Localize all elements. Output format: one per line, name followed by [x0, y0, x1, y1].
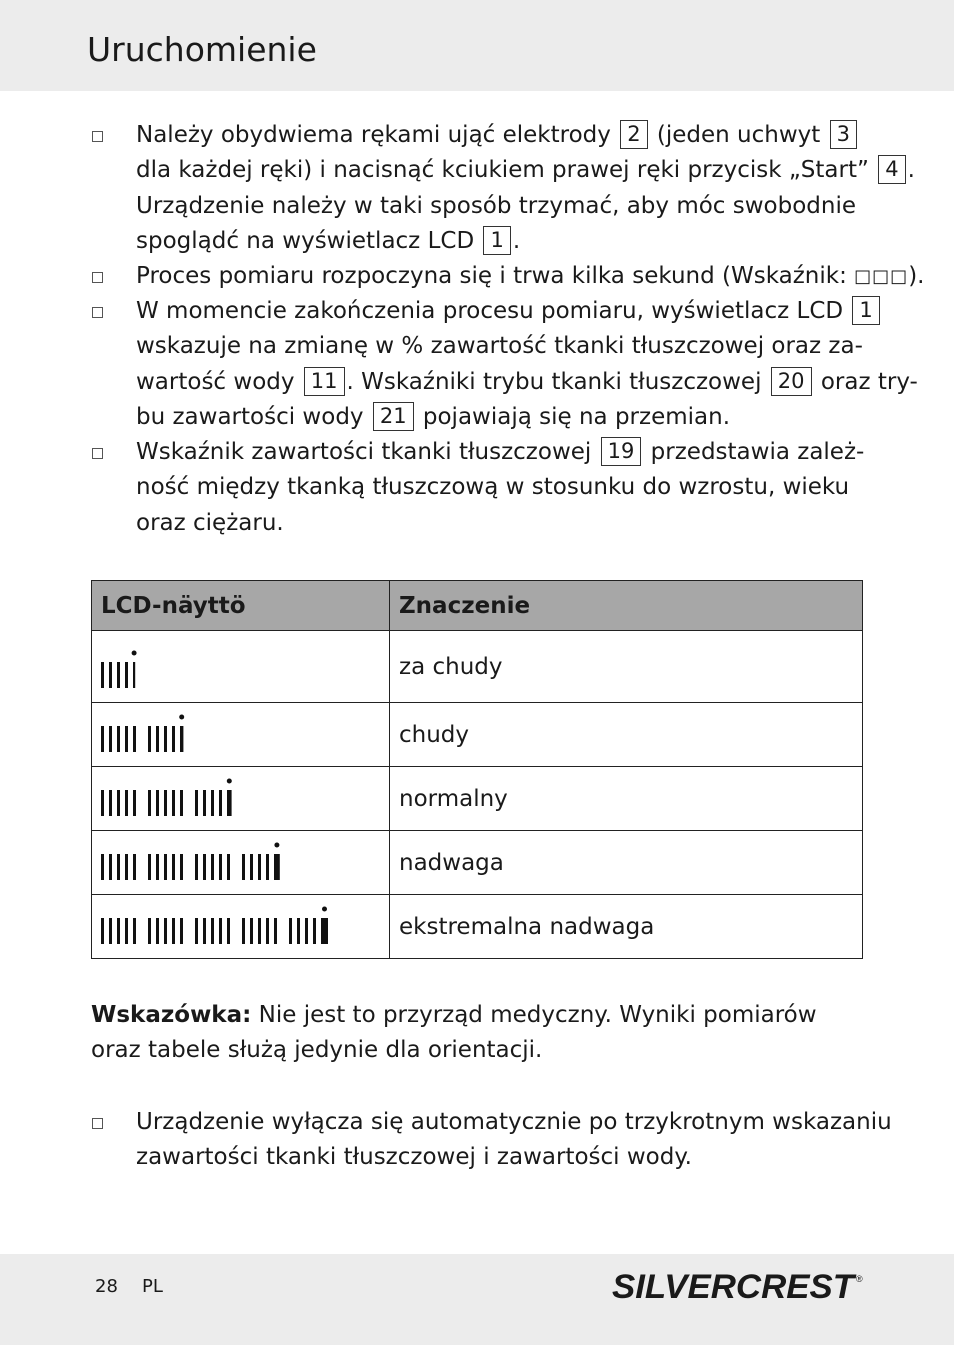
checkbox-square-icon: [92, 272, 103, 283]
lcd-bar-segment: [117, 662, 120, 688]
reference-number-box: 20: [771, 367, 812, 396]
list-item-text: [136, 294, 918, 435]
page-header: [0, 0, 954, 91]
reference-number-box: 19: [601, 437, 642, 466]
lcd-bar-segment: [203, 918, 206, 944]
table-row: [92, 631, 863, 703]
reference-number-box: 21: [373, 402, 414, 431]
text-line: Wskaźnik zawartości tkanki tłuszczowej 19 przedstawia zależ-: [136, 439, 865, 465]
lcd-bar-segment: [164, 918, 167, 944]
table-header-meaning: Znaczenie: [390, 581, 863, 631]
text-line: Należy obydwiema rękami ująć elektrody 2 (jeden uchwyt 3: [136, 118, 876, 153]
text-line: wskazuje na zmianę w % zawartość tkanki tłuszczowej oraz za-: [136, 333, 863, 360]
text-line: dla każdej ręki) i nacisnąć kciukiem prawej ręki przycisk „Start” 4 .: [136, 157, 915, 184]
lcd-bar-segment: [133, 726, 136, 752]
list-item-text: [136, 435, 876, 541]
reference-number-box: 11: [304, 367, 345, 396]
hint-note: [91, 998, 871, 1069]
lcd-bar-segment: [156, 790, 159, 816]
lcd-bar-segment: [156, 726, 159, 752]
meaning-cell: ekstremalna nadwaga: [390, 895, 863, 959]
lcd-body-fat-indicator-icon: [101, 648, 371, 688]
lcd-bar-segment: [164, 854, 167, 880]
lcd-bar-segment: [289, 918, 292, 944]
lcd-bar-segment: [133, 854, 136, 880]
lcd-bar-segment: [133, 918, 136, 944]
lcd-bar-segment: [250, 854, 253, 880]
lcd-bar-segment: [148, 726, 151, 752]
lcd-bar-segment: [148, 918, 151, 944]
lcd-marker-dot: [322, 907, 327, 912]
lcd-marker-bar: [321, 918, 328, 944]
lcd-marker-dot: [227, 779, 232, 784]
table-row: [92, 831, 863, 895]
text-line: Urządzenie należy w taki sposób trzymać, aby móc swobodnie: [136, 192, 857, 219]
text-line: wartość wody 11 . Wskaźniki trybu tkanki tłuszczowej 20 oraz try-: [136, 368, 918, 395]
lcd-bar-segment: [242, 918, 245, 944]
lcd-bar-segment: [101, 662, 104, 688]
lcd-bar-segment: [117, 790, 120, 816]
lcd-bar-indicator-icon: □□□: [854, 266, 909, 287]
table-header-row: [92, 581, 863, 631]
lcd-bar-segment: [242, 854, 245, 880]
page-number: 28: [95, 1276, 118, 1297]
text-line: oraz ciężaru.: [136, 509, 284, 536]
lcd-bar-segment: [305, 918, 308, 944]
lcd-indicator-cell: [92, 703, 390, 767]
checkbox-square-icon: [92, 1118, 103, 1129]
lcd-bar-segment: [211, 918, 214, 944]
hint-text-line2: oraz tabele służą jedynie dla orientacji.: [91, 1037, 543, 1064]
lcd-bar-segment: [219, 790, 222, 816]
lcd-bar-segment: [117, 854, 120, 880]
lcd-marker-dot: [274, 843, 279, 848]
hint-label: Wskazówka:: [91, 1002, 252, 1028]
lcd-bar-segment: [109, 918, 112, 944]
lcd-bar-segment: [227, 854, 230, 880]
lcd-bar-segment: [219, 918, 222, 944]
lcd-bar-segment: [156, 918, 159, 944]
lcd-bar-segment: [297, 918, 300, 944]
lcd-bar-segment: [125, 790, 128, 816]
text-line: Proces pomiaru rozpoczyna się i trwa kilka sekund (Wskaźnik: □□□).: [136, 263, 925, 289]
lcd-bar-segment: [250, 918, 253, 944]
lcd-indicator-cell: [92, 631, 390, 703]
lcd-bar-segment: [195, 854, 198, 880]
meaning-cell: za chudy: [390, 631, 863, 703]
meaning-cell: normalny: [390, 767, 863, 831]
lcd-bar-segment: [101, 918, 104, 944]
meaning-cell: nadwaga: [390, 831, 863, 895]
lcd-bar-segment: [180, 918, 183, 944]
lcd-bar-segment: [133, 790, 136, 816]
lcd-bar-segment: [156, 854, 159, 880]
lcd-body-fat-indicator-icon: [101, 904, 371, 944]
hint-text-line1: Nie jest to przyrząd medyczny. Wyniki pomiarów: [251, 1002, 817, 1028]
lcd-marker-bar: [274, 854, 280, 880]
text-line: zawartości tkanki tłuszczowej i zawartości wody.: [136, 1144, 692, 1171]
lcd-bar-segment: [164, 790, 167, 816]
lcd-bar-segment: [211, 790, 214, 816]
lcd-bar-segment: [109, 854, 112, 880]
lcd-bar-segment: [211, 854, 214, 880]
reference-number-box: 4: [878, 155, 905, 184]
checkbox-square-icon: [92, 131, 103, 142]
lcd-bar-segment: [148, 854, 151, 880]
lcd-bar-segment: [172, 854, 175, 880]
reference-number-box: 1: [483, 226, 510, 255]
lcd-meaning-table: [91, 580, 863, 959]
checkbox-square-icon: [92, 448, 103, 459]
list-item-text: [136, 259, 925, 294]
lcd-body-fat-indicator-icon: [101, 776, 371, 816]
lcd-indicator-cell: [92, 831, 390, 895]
table-row: [92, 767, 863, 831]
table-row: [92, 895, 863, 959]
lcd-bar-segment: [125, 918, 128, 944]
reference-number-box: 2: [620, 120, 647, 149]
lcd-bar-segment: [109, 662, 112, 688]
lcd-bar-segment: [164, 726, 167, 752]
list-item-text: [136, 1105, 892, 1176]
text-line: W momencie zakończenia procesu pomiaru, wyświetlacz LCD 1: [136, 294, 876, 329]
lcd-body-fat-indicator-icon: [101, 712, 371, 752]
lcd-bar-segment: [195, 790, 198, 816]
lcd-bar-segment: [109, 790, 112, 816]
list-item-text: [136, 118, 915, 259]
lcd-bar-segment: [203, 854, 206, 880]
lcd-marker-dot: [179, 715, 184, 720]
lcd-bar-segment: [258, 918, 261, 944]
lcd-indicator-cell: [92, 895, 390, 959]
lcd-bar-segment: [125, 854, 128, 880]
lcd-bar-segment: [195, 918, 198, 944]
lcd-bar-segment: [117, 726, 120, 752]
svg-text:®: ®: [856, 1274, 863, 1284]
text-line: ność między tkanką tłuszczową w stosunku do wzrostu, wieku: [136, 474, 850, 501]
lcd-marker-bar: [180, 726, 183, 752]
lcd-bar-segment: [219, 854, 222, 880]
lcd-bar-segment: [101, 790, 104, 816]
text-line: spoglądć na wyświetlacz LCD 1 .: [136, 227, 521, 254]
text-line: bu zawartości wody 21 pojawiają się na przemian.: [136, 403, 731, 430]
lcd-body-fat-indicator-icon: [101, 840, 371, 880]
lcd-bar-segment: [125, 662, 128, 688]
page-footer: [0, 1254, 954, 1345]
lcd-marker-bar: [227, 790, 232, 816]
lcd-bar-segment: [180, 790, 183, 816]
lcd-bar-segment: [203, 790, 206, 816]
table-header-lcd: LCD-näyttö: [92, 581, 390, 631]
silvercrest-logo: [612, 1264, 867, 1308]
text-line: Urządzenie wyłącza się automatycznie po trzykrotnym wskazaniu: [136, 1109, 892, 1135]
lcd-bar-segment: [313, 918, 316, 944]
lcd-bar-segment: [227, 918, 230, 944]
reference-number-box: 3: [830, 120, 857, 149]
checkbox-square-icon: [92, 307, 103, 318]
lcd-indicator-cell: [92, 767, 390, 831]
lcd-bar-segment: [148, 790, 151, 816]
lcd-bar-segment: [125, 726, 128, 752]
lcd-marker-dot: [132, 651, 137, 656]
lcd-bar-segment: [266, 854, 269, 880]
lcd-bar-segment: [172, 726, 175, 752]
lcd-bar-segment: [258, 854, 261, 880]
table-row: [92, 703, 863, 767]
lcd-marker-bar: [133, 662, 135, 688]
reference-number-box: 1: [852, 296, 879, 325]
lcd-bar-segment: [117, 918, 120, 944]
lcd-bar-segment: [172, 918, 175, 944]
lcd-bar-segment: [101, 726, 104, 752]
page-title: Uruchomienie: [87, 30, 317, 69]
lcd-bar-segment: [109, 726, 112, 752]
lcd-bar-segment: [274, 918, 277, 944]
lcd-bar-segment: [266, 918, 269, 944]
lcd-bar-segment: [101, 854, 104, 880]
lcd-bar-segment: [180, 854, 183, 880]
svg-text:SILVERCREST: SILVERCREST: [612, 1268, 858, 1306]
language-code: PL: [142, 1276, 163, 1297]
lcd-bar-segment: [172, 790, 175, 816]
meaning-cell: chudy: [390, 703, 863, 767]
